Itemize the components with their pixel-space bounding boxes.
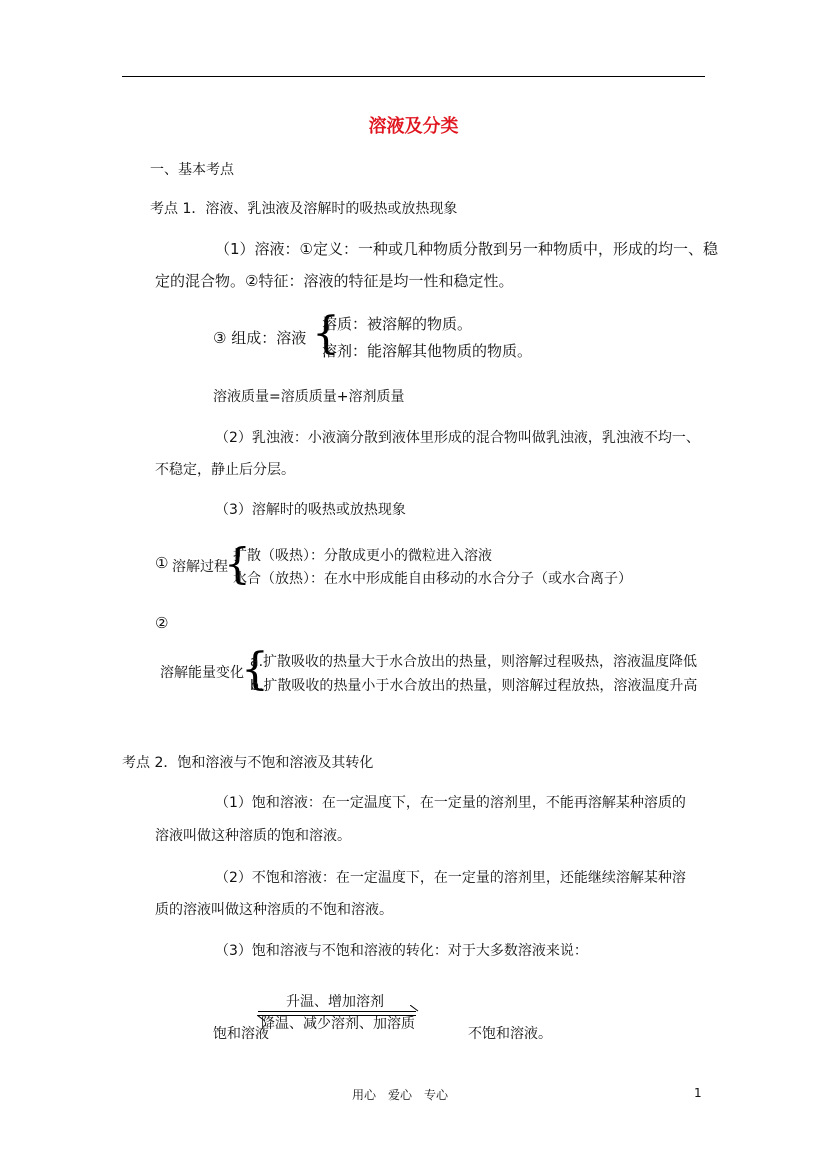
- kp1-p2-line2: 不稳定，静止后分层。: [155, 462, 295, 478]
- kp2-p3: （3）饱和溶液与不饱和溶液的转化：对于大多数溶液来说：: [215, 943, 588, 959]
- energy-case-b: b.扩散吸收的热量小于水合放出的热量，则溶解过程放热，溶液温度升高: [250, 678, 698, 694]
- solvent-definition: 溶剂：能溶解其他物质的物质。: [322, 342, 533, 360]
- section-heading: 一、基本考点: [150, 162, 234, 178]
- diffusion-line: 扩散（吸热）：分散成更小的微粒进入溶液: [233, 548, 492, 564]
- energy-label: 溶解能量变化: [160, 665, 244, 681]
- saturated-solution-label: 饱和溶液: [213, 1026, 269, 1042]
- conversion-forward-condition: 升温、增加溶剂: [286, 994, 384, 1010]
- page-number: 1: [694, 1086, 702, 1100]
- kp2-p1-line1: （1）饱和溶液：在一定温度下，在一定量的溶剂里，不能再溶解某种溶质的: [215, 795, 686, 811]
- kp1-p1-line1: （1）溶液：①定义：一种或几种物质分散到另一种物质中，形成的均一、稳: [215, 240, 718, 258]
- kp1-heading: 考点 1．溶液、乳浊液及溶解时的吸热或放热现象: [150, 201, 458, 217]
- forward-arrowhead-icon: [410, 1005, 420, 1013]
- footer-motto: 用心 爱心 专心: [352, 1088, 449, 1102]
- unsaturated-solution-label: 不饱和溶液。: [468, 1026, 552, 1042]
- kp1-p3: （3）溶解时的吸热或放热现象: [215, 502, 406, 518]
- composition-label: ③ 组成：溶液: [213, 329, 307, 347]
- process-brace: {: [224, 539, 251, 588]
- process-label: 溶解过程: [172, 559, 228, 575]
- hydration-line: 水合（放热）：在水中形成能自由移动的水合分子（或水合离子）: [233, 571, 632, 587]
- composition-brace: {: [312, 308, 340, 359]
- energy-marker: ②: [155, 614, 169, 632]
- process-marker: ①: [155, 554, 169, 572]
- kp1-p1-line2: 定的混合物。②特征：溶液的特征是均一性和稳定性。: [155, 272, 514, 290]
- solute-definition: 溶质：被溶解的物质。: [322, 315, 473, 333]
- mass-formula: 溶液质量=溶质质量+溶剂质量: [213, 389, 405, 405]
- header-rule: [122, 76, 705, 77]
- kp2-p2-line1: （2）不饱和溶液：在一定温度下，在一定量的溶剂里，还能继续溶解某种溶: [215, 870, 686, 886]
- energy-brace: {: [241, 644, 269, 695]
- page-title: 溶液及分类: [368, 116, 459, 137]
- kp2-heading: 考点 2．饱和溶液与不饱和溶液及其转化: [122, 755, 374, 771]
- kp1-p2-line1: （2）乳浊液：小液滴分散到液体里形成的混合物叫做乳浊液，乳浊液不均一、: [215, 430, 700, 446]
- forward-arrow-line: [258, 1011, 416, 1012]
- kp2-p2-line2: 质的溶液叫做这种溶质的不饱和溶液。: [155, 902, 393, 918]
- conversion-reverse-condition: 降温、减少溶剂、加溶质: [261, 1016, 415, 1032]
- kp2-p1-line2: 溶液叫做这种溶质的饱和溶液。: [155, 828, 351, 844]
- energy-case-a: a.扩散吸收的热量大于水合放出的热量，则溶解过程吸热，溶液温度降低: [250, 654, 698, 670]
